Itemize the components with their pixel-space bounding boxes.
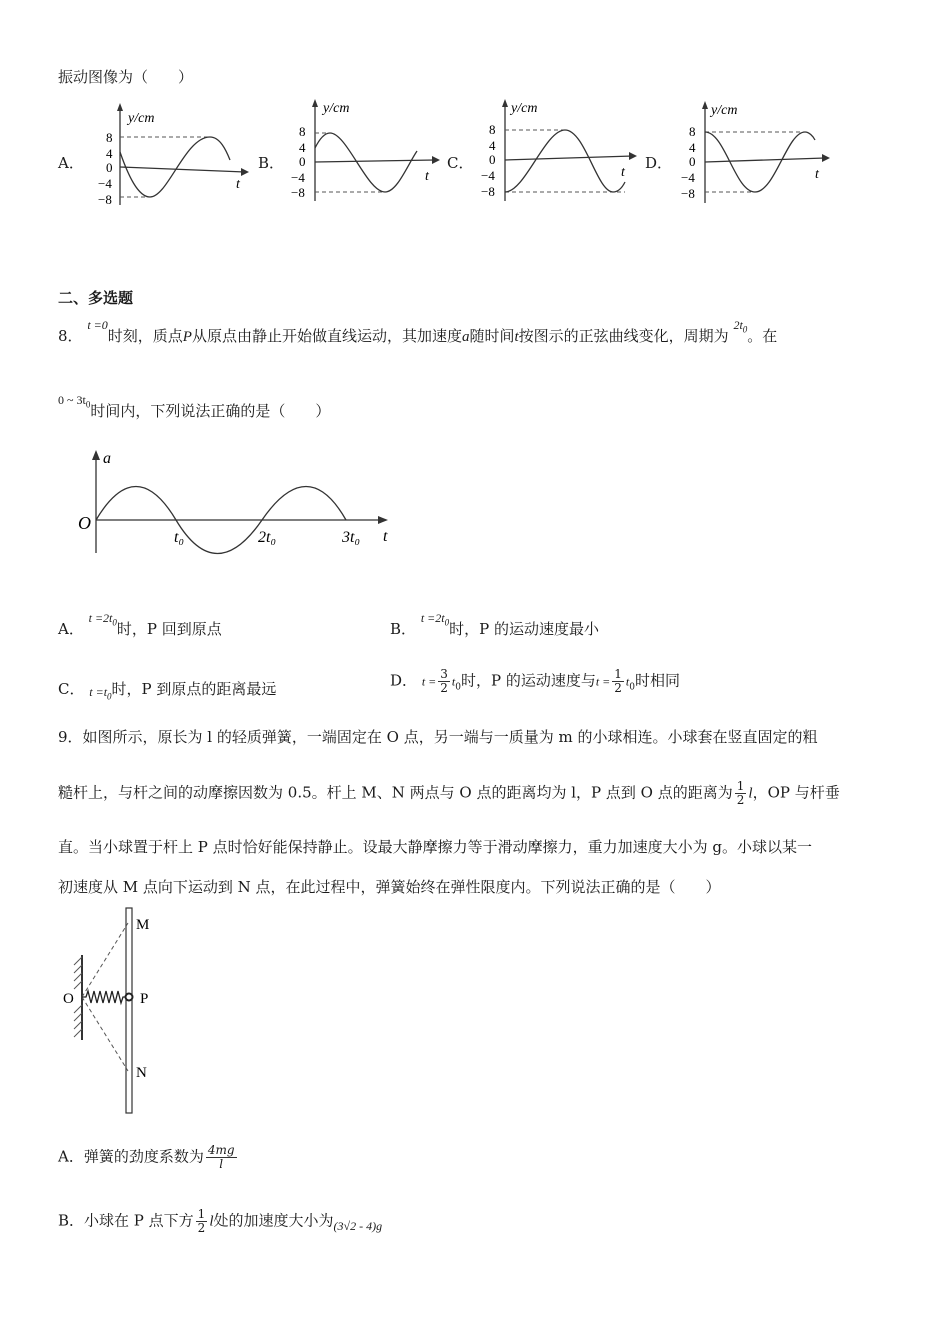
dash-om [82,923,128,997]
q8-option-a-math-main: t =2t [88,611,113,625]
frac-den: 2 [440,681,448,695]
t-axis-arrow [822,154,830,162]
q9-option-b [58,1208,382,1235]
q8-cond-math: t =0 [87,318,108,332]
q8-t: t [514,329,519,345]
q9-option-a-frac [206,1144,237,1171]
ball [126,994,133,1001]
y-axis-label: y/cm [128,111,155,126]
q9-line2-l: l [748,785,753,802]
q8-text6: 时间内，下列说法正确的是（ ） [90,402,331,420]
dash-on [82,997,128,1071]
q7-option-c-label: C． [447,154,474,172]
q7-tail-text: 振动图像为（ ） [58,68,194,86]
q8-option-d [390,668,680,695]
q8-period-sub: 0 [742,324,748,335]
q9-option-a-text: 弹簧的劲度系数为 [83,1147,204,1166]
spring [82,991,126,1003]
q8-option-c-text: 时，P 到原点的距离最远 [111,680,277,698]
frac-den: l [219,1157,224,1171]
q8-option-a-text: 时，P 回到原点 [116,620,222,638]
frac-num: 4mg [207,1143,235,1157]
y-axis-arrow [312,99,318,107]
label-n: N [136,1065,147,1081]
q7-option-b-label: B． [258,154,285,172]
q9-line2-frac [735,780,747,807]
q9-option-b-label: B． [58,1211,85,1230]
y-axis-arrow [702,101,708,109]
section-title: 二、多选题 [58,289,134,307]
tick-8: 8 [299,124,306,139]
t-axis-arrow [629,152,637,160]
t-axis-label: t [383,528,388,545]
wave-curve [120,137,230,197]
q8-option-d-sub2: 0 [629,682,635,693]
tick-neg4: −4 [481,168,495,183]
q8-option-b-label: B． [390,620,417,638]
q8-period-main: 2t [733,318,743,332]
tick-neg8: −8 [98,192,112,207]
q9-option-a [58,1144,239,1171]
t-axis [120,167,245,172]
q7-graph-a [90,100,255,215]
t-axis-arrow [241,168,249,176]
tick-t0: t₀ [174,529,185,546]
frac-den: 2 [197,1221,206,1235]
rod [126,908,132,1113]
t-axis [315,160,435,162]
q8-period [733,318,748,335]
q7-graph-d [675,98,840,213]
q8-number: 8． [58,327,83,345]
q8-option-b-text: 时，P 的运动速度最小 [449,620,599,638]
t-axis-label: t [236,177,240,192]
q7-option-a-label: A． [58,154,84,172]
t-axis-label: t [425,169,429,184]
t-axis-label: t [621,165,625,180]
tick-neg8: −8 [291,185,305,200]
y-axis-label: y/cm [511,101,538,116]
q9-stem-line2 [58,780,840,807]
a-axis-label: a [103,450,111,467]
wave-curve [505,130,625,192]
tick-2t0: 2t₀ [258,529,277,546]
q8-stem-line1 [58,318,778,346]
tick-neg8: −8 [681,186,695,201]
q7-graph-c [475,96,645,211]
q9-stem-line3: 直。当小球置于杆上 P 点时恰好能保持静止。设最大静摩擦力等于滑动摩擦力，重力加速度大小为 g。小球以某一 [58,838,813,856]
q8-text1: 时刻，质点 [107,327,183,345]
y-axis-arrow [117,103,123,111]
q9-line2b: ，OP 与杆垂 [752,783,840,802]
q8-option-c-label: C． [58,680,85,698]
q8-option-d-math1: t = [421,674,437,689]
q9-option-b-text2: 处的加速度大小为 [213,1211,334,1230]
q9-stem-line4: 初速度从 M 点向下运动到 N 点，在此过程中，弹簧始终在弹性限度内。下列说法正确的是（ ） [58,878,721,896]
tick-8: 8 [489,122,496,137]
q8-option-a [58,611,222,639]
tick-0: 0 [489,152,496,167]
wave-curve [315,133,417,192]
q8-option-b-math [420,611,450,628]
tick-0: 0 [299,154,306,169]
q8-a: a [461,329,470,345]
wall-hatch [74,957,82,1037]
frac-num: 3 [440,667,448,681]
y-axis-arrow [502,99,508,107]
q8-acceleration-graph [70,445,410,555]
q9-option-b-expr: (3√2 - 4)g [333,1218,383,1233]
q8-option-a-label: A． [58,620,84,638]
frac-num: 1 [197,1207,206,1221]
q8-option-d-frac1 [438,668,450,695]
q8-option-c [58,678,277,702]
q8-option-b-math-main: t =2t [420,611,445,625]
t-axis-arrow [378,516,388,524]
t-axis-label: t [815,167,819,182]
q8-option-a-math-sub: 0 [112,617,117,628]
frac-den: 2 [614,681,622,695]
q8-option-d-math2: t = [595,674,611,689]
q8-option-b-math-sub: 0 [444,617,450,628]
q9-option-b-frac [196,1208,208,1235]
q9-line2a: 糙杆上，与杆之间的动摩擦因数为 0.5。杆上 M、N 两点与 O 点的距离均为 l，P 点到 O 点的距离为 [58,783,733,802]
q8-option-d-label: D． [390,671,418,690]
q8-text5: 。在 [747,327,778,345]
frac-den: 2 [736,793,745,807]
frac-num: 1 [736,779,745,793]
tick-0: 0 [689,154,696,169]
q8-text4: 按图示的正弦曲线变化，周期为 [518,327,729,345]
q8-option-c-math-main: t =t [89,685,108,699]
q8-option-d-sub1: 0 [455,682,461,693]
q8-stem-line2 [58,393,331,421]
tick-8: 8 [689,124,696,139]
tick-8: 8 [106,130,113,145]
tick-0: 0 [106,160,113,175]
q8-interval-main: 0 ~ 3t [58,393,86,407]
t-axis [505,156,633,160]
q9-option-a-label: A． [58,1147,84,1166]
q8-option-d-t1: t [451,674,456,689]
origin-label: O [78,513,91,533]
q8-option-d-text1: 时，P 的运动速度与 [460,671,596,690]
q8-text2: 从原点由静止开始做直线运动，其加速度 [191,327,462,345]
q8-option-b [390,611,599,639]
tick-neg4: −4 [681,170,695,185]
tick-4: 4 [106,146,113,161]
label-o: O [63,991,74,1007]
t-axis [705,158,825,162]
label-m: M [136,917,150,933]
q8-option-c-math-sub: 0 [107,691,112,702]
tick-neg4: −4 [291,170,305,185]
y-axis-label: y/cm [323,101,350,116]
q8-interval-sub: 0 [85,399,91,410]
q8-option-a-math [88,611,117,628]
t-axis-arrow [432,156,440,164]
label-p: P [140,991,149,1007]
q9-stem-line1: 9．如图所示，原长为 l 的轻质弹簧，一端固定在 O 点，另一端与一质量为 m 的小球相连。小球套在竖直固定的粗 [58,728,818,746]
q8-text3: 随时间 [469,327,515,345]
q8-interval [58,393,91,410]
q9-spring-figure [60,905,180,1120]
tick-3t0: 3t₀ [342,529,361,546]
tick-4: 4 [689,140,696,155]
q8-option-d-t2: t [625,674,630,689]
tick-4: 4 [489,138,496,153]
q7-graph-b [285,96,445,211]
q8-option-d-text2: 时相同 [635,671,681,690]
a-axis-arrow [92,450,100,460]
y-axis-label: y/cm [711,103,738,118]
tick-4: 4 [299,140,306,155]
q7-option-d-label: D． [645,154,673,172]
tick-neg4: −4 [98,176,112,191]
q9-option-b-l: l [209,1213,214,1230]
q8-p: P [182,329,192,345]
q8-option-c-math [89,685,112,702]
q8-option-d-frac2 [612,668,624,695]
q9-option-b-text1: 小球在 P 点下方 [84,1211,194,1230]
frac-num: 1 [614,667,622,681]
tick-neg8: −8 [481,184,495,199]
